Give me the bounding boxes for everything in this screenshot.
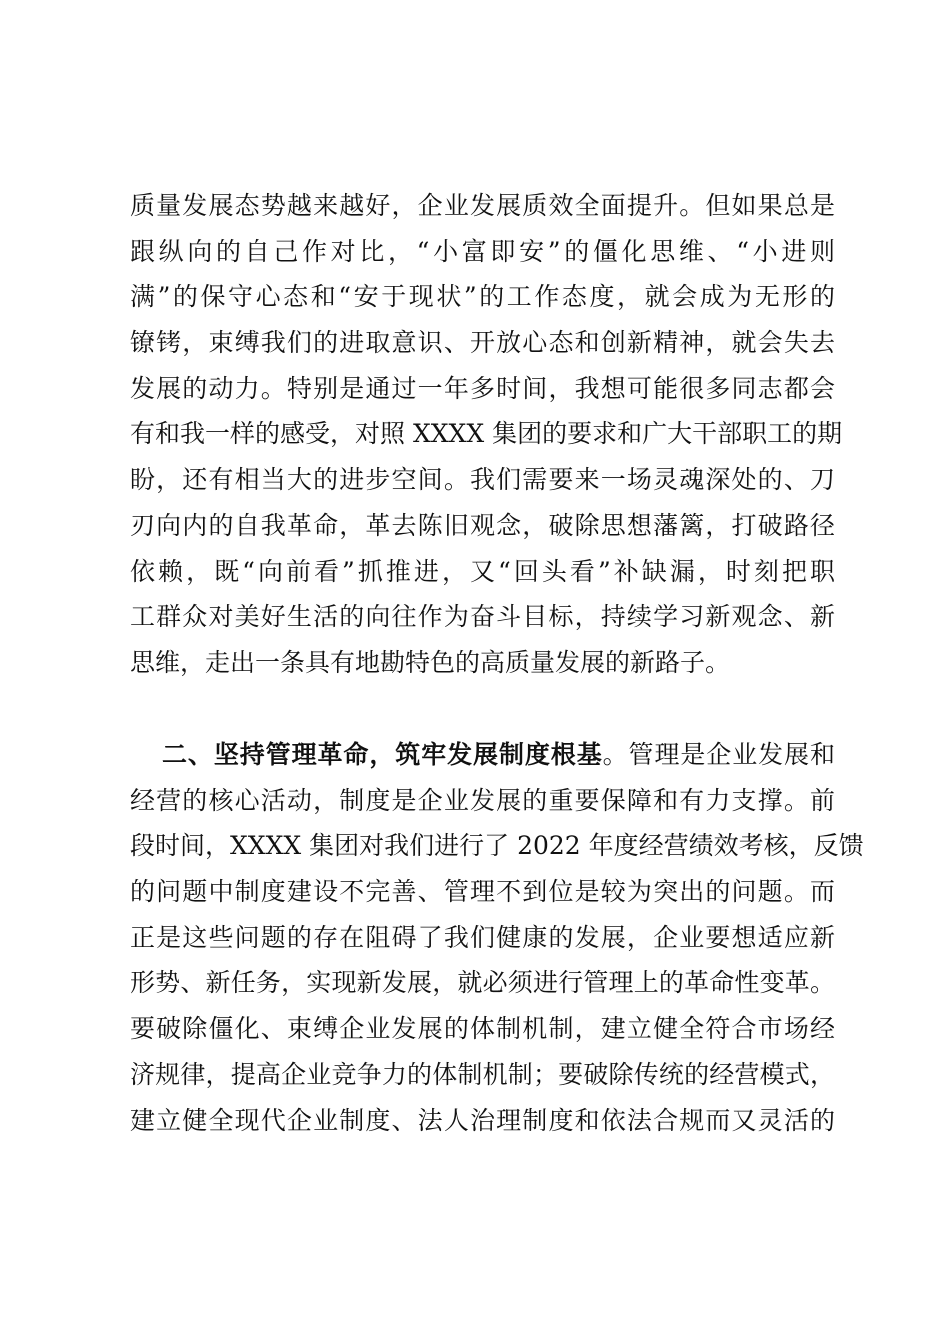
text-line: 发展的动力。特别是通过一年多时间，我想可能很多同志都会: [130, 373, 835, 403]
text-line: 质量发展态势越来越好，企业发展质效全面提升。但如果总是: [130, 191, 835, 220]
text-line: 跟纵向的自己作对比，“小富即安”的僵化思维、“小进则: [130, 236, 835, 266]
section-first-line: [130, 732, 835, 778]
text-line: 济规律，提高企业竞争力的体制机制；要破除传统的经营模式，: [130, 1059, 835, 1089]
text-line: 刃向内的自我革命，革去陈旧观念，破除思想藩篱，打破路径: [130, 510, 835, 540]
text-line: 正是这些问题的存在阻碍了我们健康的发展，企业要想适应新: [130, 922, 835, 952]
text-line: 工群众对美好生活的向往作为奋斗目标，持续学习新观念、新: [130, 602, 835, 632]
text-line: 思维，走出一条具有地勘特色的高质量发展的新路子。: [130, 647, 731, 677]
text-line: 要破除僵化、束缚企业发展的体制机制，建立健全符合市场经: [130, 1014, 835, 1044]
text-line: 依赖，既“向前看”抓推进，又“回头看”补缺漏，时刻把职: [130, 556, 835, 586]
text-line: 有和我一样的感受，对照 XXXX 集团的要求和广大干部职工的期: [130, 419, 843, 449]
text-line: 形势、新任务，实现新发展，就必须进行管理上的革命性变革。: [130, 968, 835, 998]
section-heading: 二、坚持管理革命，筑牢发展制度根基: [162, 740, 603, 769]
text-line: 经营的核心活动，制度是企业发展的重要保障和有力支撑。前: [130, 785, 835, 815]
text-line: 满”的保守心态和“安于现状”的工作态度，就会成为无形的: [130, 282, 835, 312]
text-line: 镣铐，束缚我们的进取意识、开放心态和创新精神，就会失去: [130, 328, 835, 358]
text-line: 的问题中制度建设不完善、管理不到位是较为突出的问题。而: [130, 877, 835, 907]
text-line: 建立健全现代企业制度、法人治理制度和依法合规而又灵活的: [130, 1105, 835, 1135]
text-line: 段时间，XXXX 集团对我们进行了 2022 年度经营绩效考核，反馈: [130, 831, 864, 861]
section-heading-continuation: 。管理是企业发展和: [602, 740, 835, 769]
text-line: 盼，还有相当大的进步空间。我们需要来一场灵魂深处的、刀: [130, 465, 835, 495]
paragraph-continuation: [130, 183, 843, 686]
paragraph-section-two: [130, 732, 864, 1143]
